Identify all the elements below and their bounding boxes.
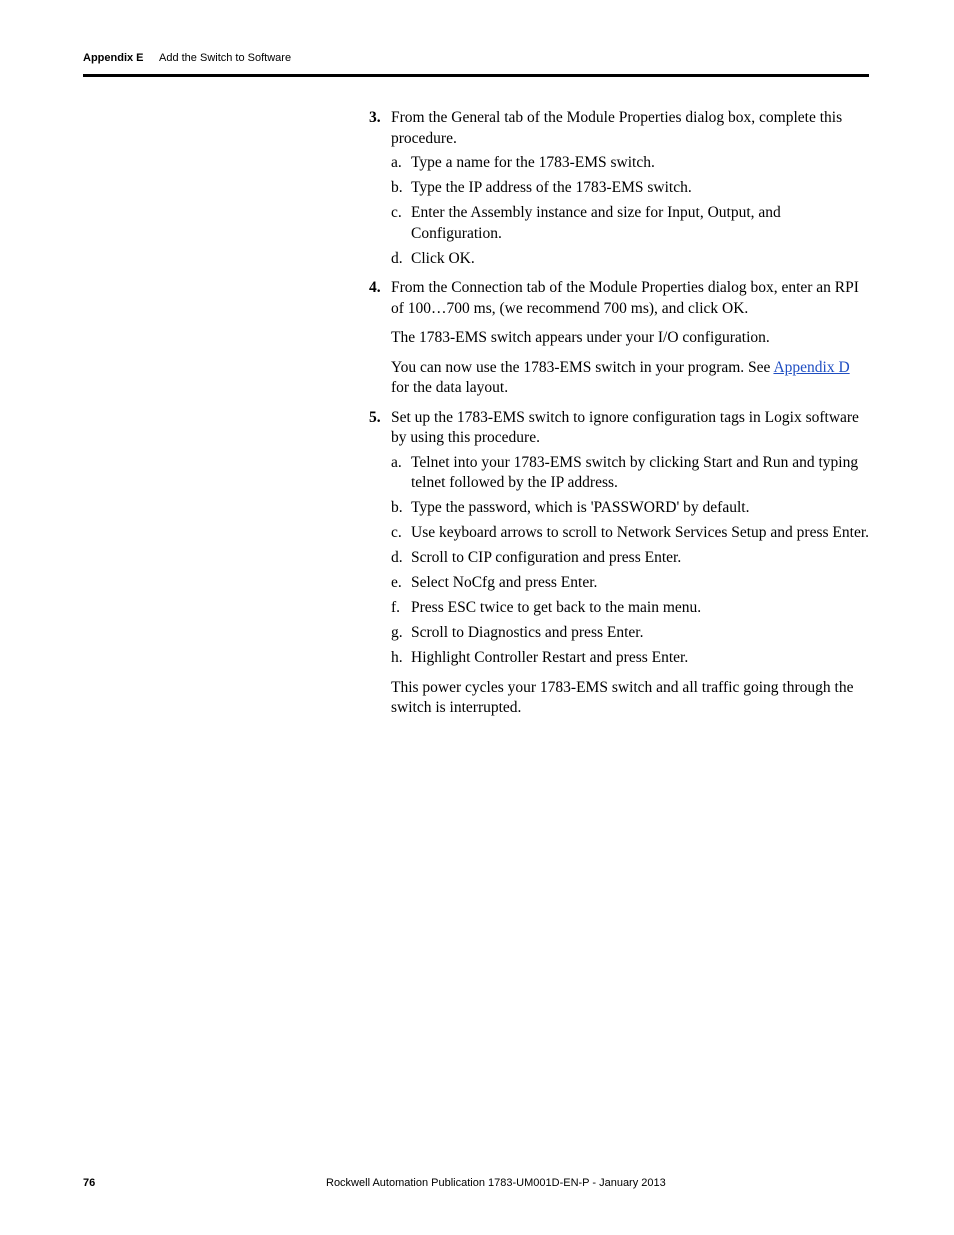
substep-text: Scroll to CIP configuration and press Enter. [411,549,682,566]
step-text: Set up the 1783-EMS switch to ignore configuration tags in Logix software by using this procedure. [391,408,859,446]
substep-text: Scroll to Diagnostics and press Enter. [411,624,644,641]
step-number: 3. [369,109,381,126]
substep-text: Enter the Assembly instance and size for Input, Output, and Configuration. [411,204,781,242]
substep-text: Type the IP address of the 1783-EMS switch. [411,179,692,196]
substep-letter: f. [391,599,401,616]
substep [391,178,869,199]
substep-letter: d. [391,249,403,267]
substep [391,648,869,669]
substep-letter: d. [391,549,403,566]
publication-info: Rockwell Automation Publication 1783-UM001D-EN-P - January 2013 [326,1177,666,1189]
substep-letter: c. [391,524,402,541]
substep [391,249,869,270]
substep-text: Click OK. [411,249,475,267]
step-number: 5. [369,408,381,426]
substep [391,453,869,494]
substep-text: Type a name for the 1783-EMS switch. [411,154,655,171]
step-text: From the Connection tab of the Module Properties dialog box, enter an RPI of 100…700 ms, (we recommend 700 ms), and click OK. [391,279,859,317]
header-title: Add the Switch to Software [159,52,292,64]
header-appendix: Appendix E [83,52,144,64]
reference-text-before: You can now use the 1783-EMS switch in your program. See [391,358,774,376]
substep [391,623,869,644]
substep [391,153,869,174]
step-3 [369,108,869,269]
step-5 [369,408,869,669]
substep-letter: g. [391,624,403,641]
step-text: From the General tab of the Module Properties dialog box, complete this procedure. [391,109,843,147]
tail-paragraph: This power cycles your 1783-EMS switch and all traffic going through the switch is interrupted. [391,678,854,716]
substep-text: Press ESC twice to get back to the main menu. [411,599,702,616]
substep [391,548,869,569]
substep-letter: b. [391,499,403,516]
reference-paragraph [369,358,869,399]
substep-letter: a. [391,453,402,471]
substep [391,573,869,594]
substep-letter: b. [391,179,403,196]
page-number: 76 [83,1177,96,1189]
substep-letter: a. [391,154,402,171]
substep-list [391,153,869,269]
reference-text-after: for the data layout. [391,379,509,396]
header-rule [83,74,869,77]
substep-text: Select NoCfg and press Enter. [411,574,598,591]
substep [391,598,869,619]
appendix-d-link[interactable]: Appendix D [773,358,850,376]
substep [391,523,869,544]
page-content [369,108,869,728]
substep-text: Type the password, which is 'PASSWORD' by default. [411,499,750,516]
substep [391,498,869,519]
substep-text: Highlight Controller Restart and press Enter. [411,649,689,666]
step-number: 4. [369,279,381,296]
substep-text: Use keyboard arrows to scroll to Network Services Setup and press Enter. [411,524,869,541]
substep-letter: c. [391,204,402,221]
substep-letter: e. [391,574,402,591]
substep-letter: h. [391,649,403,666]
result-paragraph: The 1783-EMS switch appears under your I/O configuration. [391,329,770,346]
substep-text: Telnet into your 1783-EMS switch by clicking Start and Run and typing telnet followed by the IP address. [411,453,859,491]
substep [391,203,869,244]
substep-list [391,453,869,669]
step-4 [369,278,869,319]
